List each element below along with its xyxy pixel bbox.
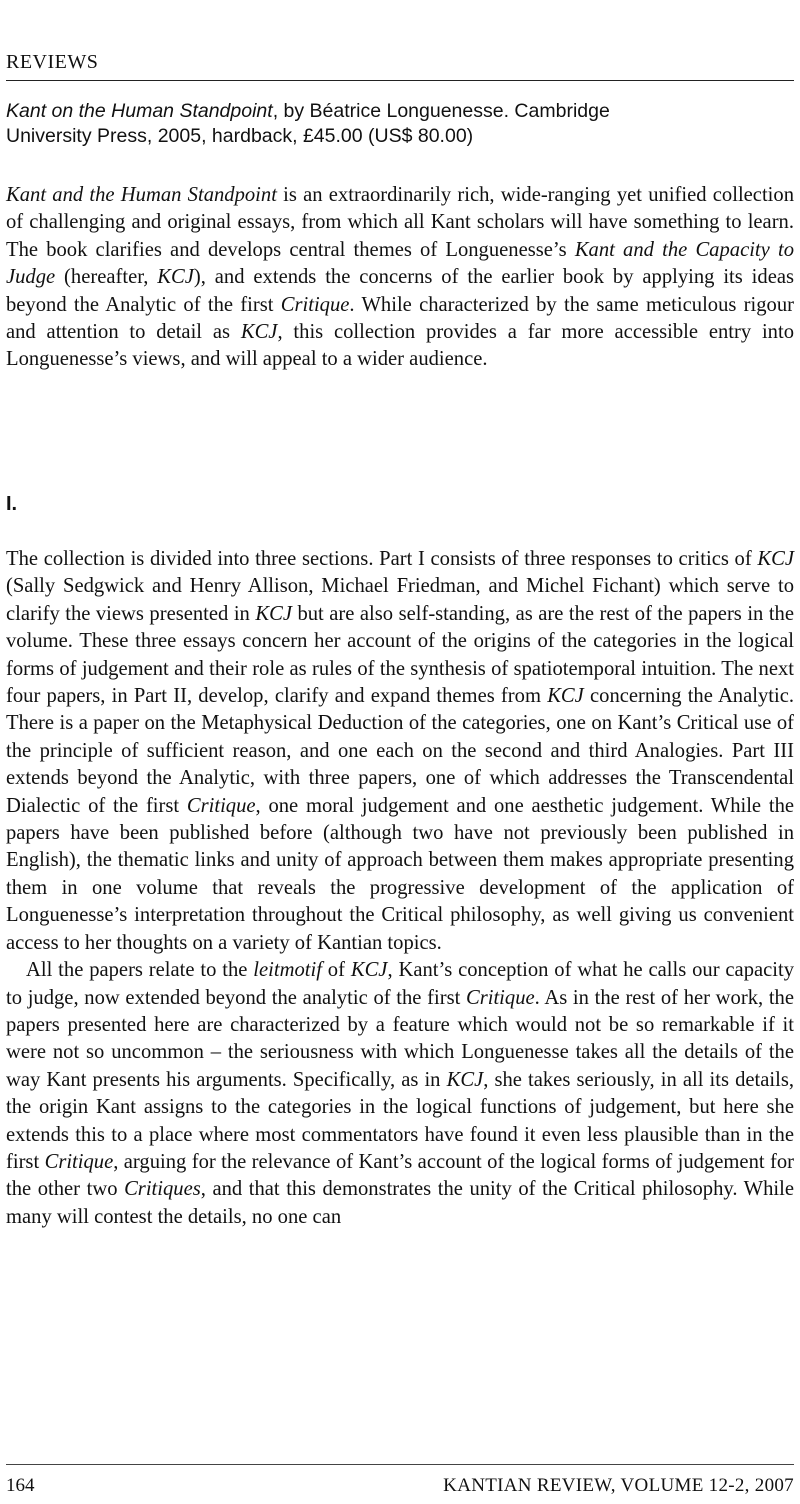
- intro-text: . While characterized by the same meticulous rigour and attention to detail as: [6, 293, 795, 344]
- section-heading: I.: [6, 493, 18, 515]
- para-text: (Sally Sedgwick and Henry Allison, Michael Friedman, and Michel Fichant) which serve to clarify the views presented in: [6, 575, 794, 625]
- critiques-title: Critiques: [124, 1178, 201, 1201]
- para-text: , Kant’s conception of what he calls our capacity to judge, now extended beyond the analytic of the first: [6, 959, 795, 1009]
- intro-kcj-abbrev: KCJ: [240, 321, 278, 344]
- para-text: of: [321, 959, 351, 982]
- critique-title: Critique: [44, 1150, 114, 1173]
- para-text: , she takes seriously, in all its details, the origin Kant assigns to the categories in the logical functions of judgement, but here she extends this to a place where most commentators have found it even less plausible than in the first: [6, 1068, 794, 1173]
- para-text: All the papers relate to the: [26, 959, 254, 982]
- journal-footer: KANTIAN REVIEW, VOLUME 12-2, 2007: [443, 1475, 794, 1496]
- footer-rule: [6, 1464, 794, 1465]
- paragraph-1: [6, 546, 794, 957]
- critique-title: Critique: [186, 794, 256, 817]
- kcj-abbrev: KCJ: [446, 1068, 484, 1091]
- intro-text: (hereafter,: [55, 266, 158, 289]
- review-citation: [6, 99, 794, 149]
- leitmotif-term: leitmotif: [253, 959, 322, 982]
- para-text: , and that this demonstrates the unity of the Critical philosophy. While many will contest the details, no one can: [6, 1178, 794, 1228]
- intro-book-title: Kant and the Human Standpoint: [6, 184, 277, 206]
- kcj-abbrev: KCJ: [350, 959, 388, 982]
- intro-text: ), and extends the concerns of the earlier book by applying its ideas beyond the Analytic of the first: [6, 266, 794, 316]
- kcj-abbrev: KCJ: [757, 548, 794, 570]
- para-text: concerning the Analytic. There is a paper on the Metaphysical Deduction of the categories, one on Kant’s Critical use of the principle of sufficient reason, and one each on the second and third Analogies. Part III extends beyond the Analytic, with three papers, one of which addresses the Transcendental Dialectic of the first: [6, 685, 794, 817]
- intro-paragraph: [6, 182, 794, 374]
- intro-text: , this collection provides a far more accessible entry into Longuenesse’s views, and will appeal to a wider audience.: [6, 321, 795, 371]
- citation-details-line1: , by Béatrice Longuenesse. Cambridge: [272, 100, 610, 122]
- page: [6, 0, 794, 1504]
- citation-book-title: Kant on the Human Standpoint: [6, 100, 273, 122]
- intro-text: is an extraordinarily rich, wide-ranging yet unified collection of challenging and original essays, from which all Kant scholars will have something to learn. The book clarifies and develops central themes of Longuenesse’s: [6, 184, 794, 261]
- intro-critique: Critique: [280, 293, 350, 316]
- kcj-abbrev: KCJ: [547, 685, 584, 708]
- section-body: [6, 546, 794, 1231]
- para-text: but are also self-standing, as are the rest of the papers in the volume. These three essays concern her account of the origins of the categories in the logical forms of judgement and their role as rules of the synthesis of spatiotemporal intuition. The next four papers, in Part II, develop, clarify and expand themes from: [6, 602, 794, 708]
- page-number: 164: [6, 1475, 35, 1496]
- kcj-abbrev: KCJ: [255, 602, 292, 625]
- intro-kcj-title: Kant and the Capacity to Judge: [6, 238, 794, 289]
- para-text: , arguing for the relevance of Kant’s account of the logical forms of judgement for the other two: [6, 1150, 794, 1201]
- running-head: REVIEWS: [6, 51, 99, 73]
- para-text: , one moral judgement and one aesthetic judgement. While the papers have been published before (although two have not previously been published in English), the thematic links and unity of approach between them makes appropriate presenting them in one volume that reveals the progressive development of the application of Longuenesse’s interpretation throughout the Critical philosophy, as well giving us convenient access to her thoughts on a variety of Kantian topics.: [6, 794, 795, 954]
- para-text: The collection is divided into three sections. Part I consists of three responses to critics of: [6, 548, 758, 570]
- para-text: . As in the rest of her work, the papers presented here are characterized by a feature which would not be so remarkable if it were not so uncommon – the seriousness with which Longuenesse takes all the details of the way Kant presents his arguments. Specifically, as in: [6, 986, 794, 1091]
- paragraph-2: [6, 957, 794, 1231]
- intro-kcj-abbrev: KCJ: [157, 266, 194, 289]
- citation-details-line2: University Press, 2005, hardback, £45.00 (US$ 80.00): [6, 125, 474, 147]
- header-rule: [6, 80, 794, 81]
- critique-title: Critique: [465, 986, 535, 1009]
